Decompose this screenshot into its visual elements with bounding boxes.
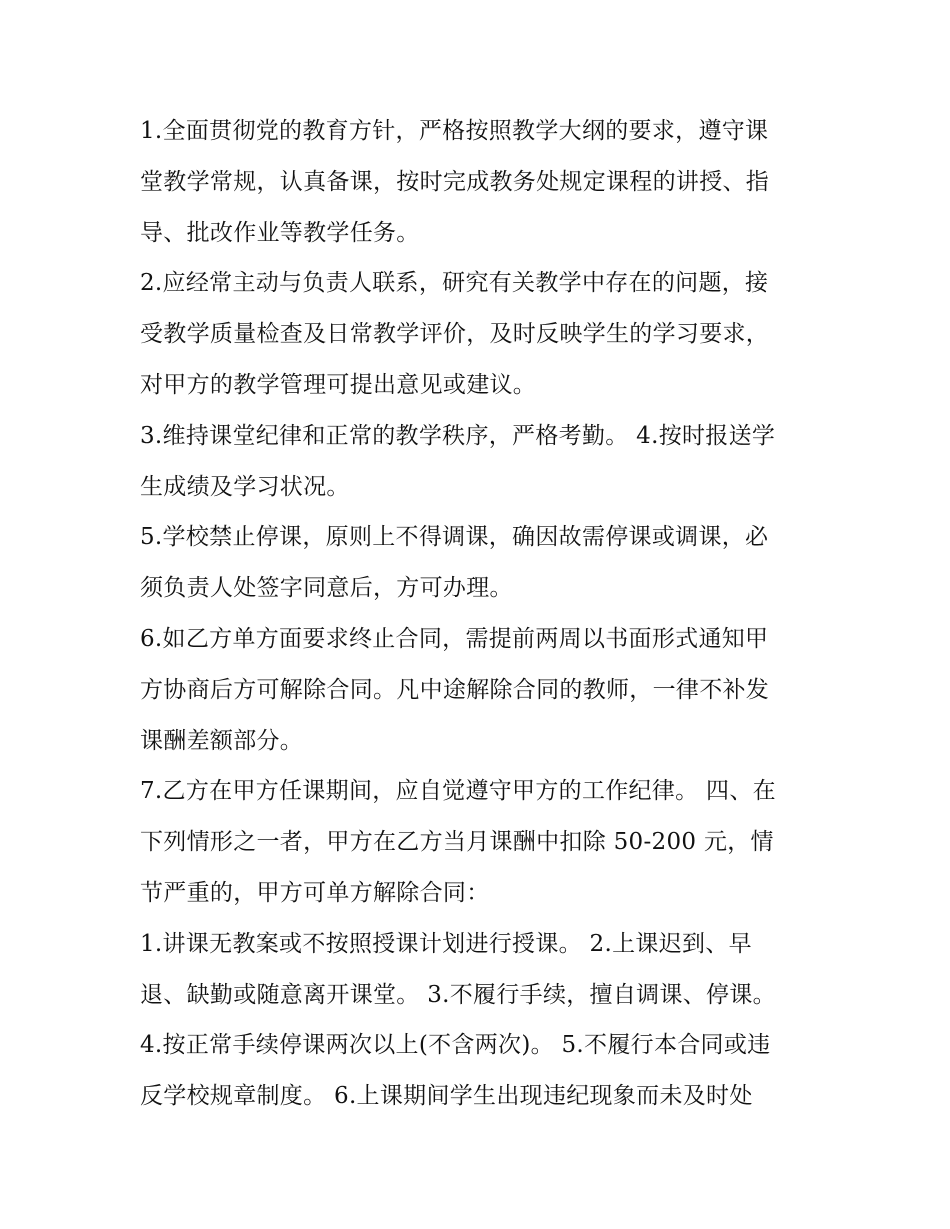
text-line: 课酬差额部分。 <box>140 727 304 754</box>
text-line: 1.全面贯彻党的教育方针，严格按照教学大纲的要求，遵守课 <box>140 118 769 144</box>
text-line: 须负责人处签字同意后，方可办理。 <box>140 575 513 602</box>
text-line: 7.乙方在甲方任课期间，应自觉遵守甲方的工作纪律。 四、在 <box>140 778 776 805</box>
text-line: 节严重的，甲方可单方解除合同： <box>140 879 490 906</box>
text-line: 6.如乙方单方面要求终止合同，需提前两周以书面形式通知甲 <box>140 625 769 652</box>
text-line: 堂教学常规，认真备课，按时完成教务处规定课程的讲授、指 <box>140 168 770 195</box>
text-line: 退、缺勤或随意离开课堂。 3.不履行手续，擅自调课、停课。 <box>140 981 776 1008</box>
text-line: 方协商后方可解除合同。凡中途解除合同的教师，一律不补发 <box>140 676 770 703</box>
document-body <box>140 106 820 1122</box>
text-line: 3.维持课堂纪律和正常的教学秩序，严格考勤。 4.按时报送学 <box>140 422 776 449</box>
text-line: 反学校规章制度。 6.上课期间学生出现违纪现象而未及时处 <box>140 1083 753 1110</box>
text-line: 受教学质量检查及日常教学评价，及时反映学生的学习要求， <box>140 321 770 348</box>
text-line: 对甲方的教学管理可提出意见或建议。 <box>140 371 537 398</box>
text-line: 5.学校禁止停课，原则上不得调课，确因故需停课或调课，必 <box>140 524 769 551</box>
text-line: 生成绩及学习状况。 <box>140 473 350 500</box>
text-line: 导、批改作业等教学任务。 <box>140 219 420 246</box>
text-line: 4.按正常手续停课两次以上(不含两次)。 5.不履行本合同或违 <box>140 1032 771 1059</box>
text-line: 1.讲课无教案或不按照授课计划进行授课。 2.上课迟到、早 <box>140 930 752 957</box>
text-line: 2.应经常主动与负责人联系，研究有关教学中存在的问题，接 <box>140 270 769 297</box>
text-line: 下列情形之一者，甲方在乙方当月课酬中扣除 50-200 元，情 <box>140 829 774 856</box>
